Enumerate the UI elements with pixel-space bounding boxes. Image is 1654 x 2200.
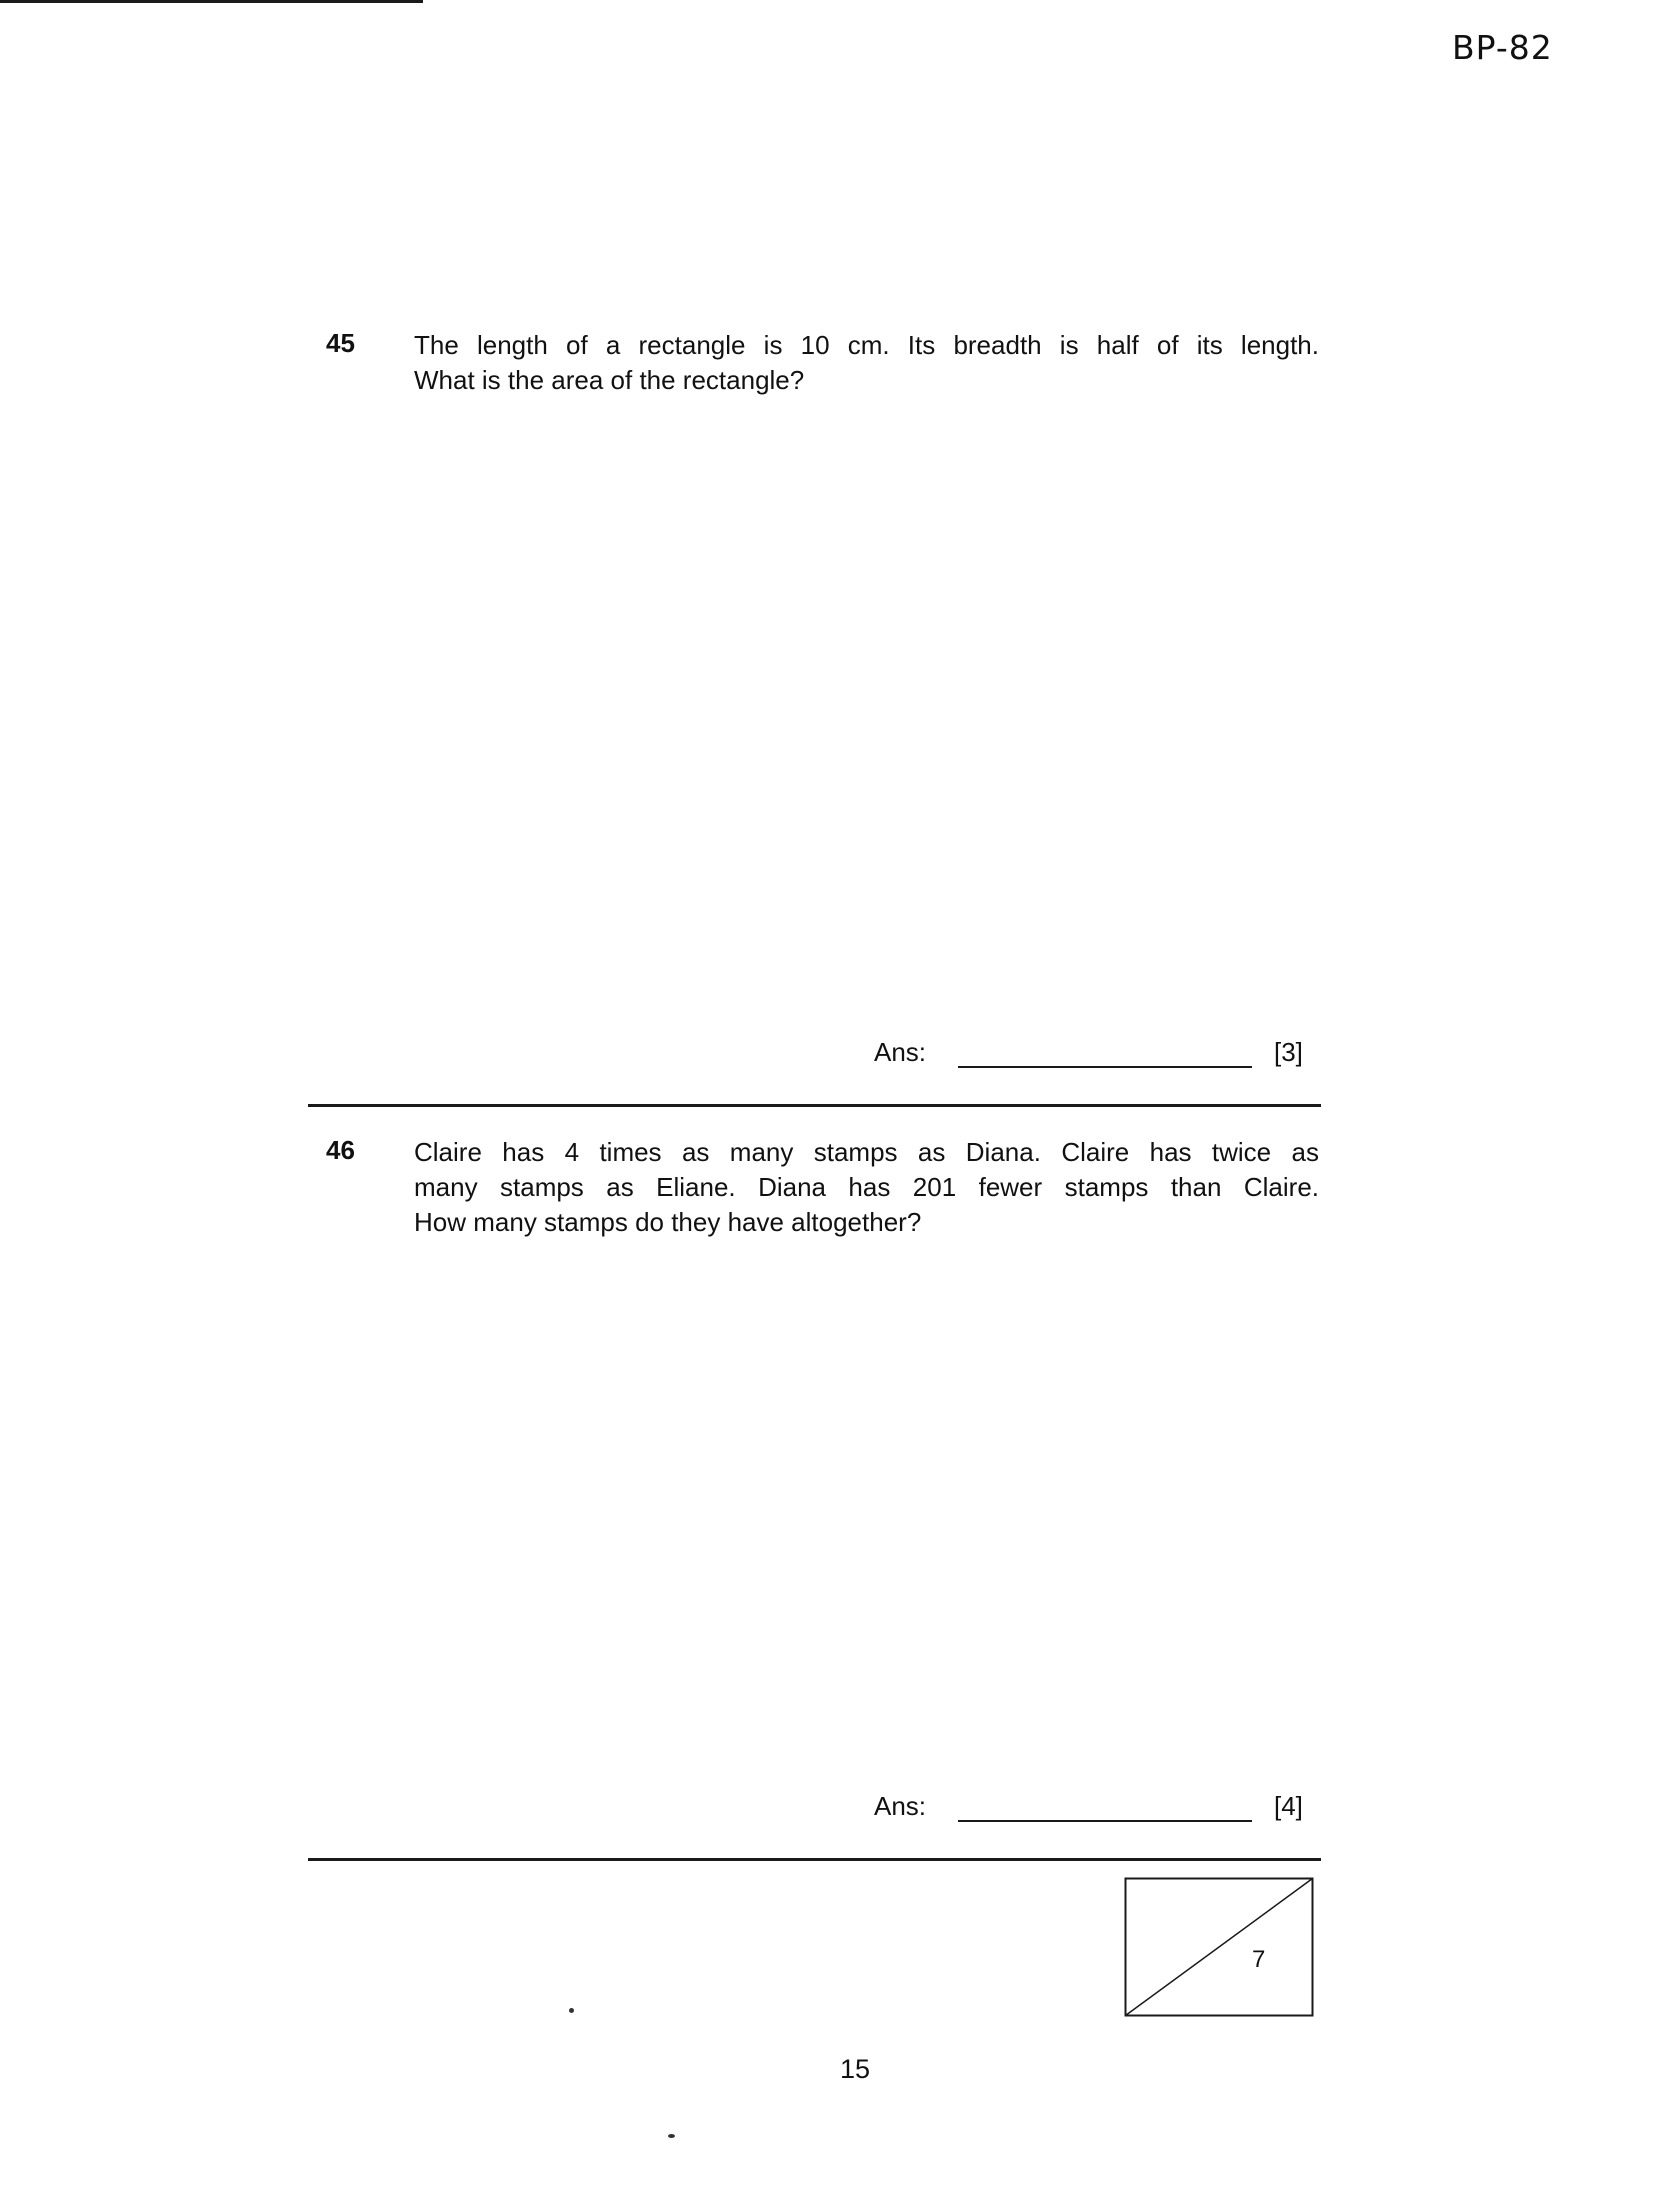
page-code: BP-82 xyxy=(1452,28,1553,67)
question-46-answer-label: Ans: xyxy=(874,1791,927,1821)
question-45-marks: [3] xyxy=(1274,1037,1303,1067)
scan-speck xyxy=(569,2008,574,2013)
question-46-text xyxy=(414,1135,1319,1240)
question-46-line-1: Claire has 4 times as many stamps as Diana. Claire has twice as xyxy=(414,1137,1319,1167)
score-box-value: 7 xyxy=(1252,1946,1266,1973)
question-46-number: 46 xyxy=(326,1135,355,1165)
question-45-answer-blank[interactable] xyxy=(958,1066,1252,1068)
section-divider-1 xyxy=(308,1104,1321,1107)
top-edge-rule xyxy=(0,0,423,3)
question-45-text xyxy=(414,328,1319,398)
question-45-number: 45 xyxy=(326,328,355,358)
score-box-diagonal xyxy=(1126,1879,1313,2016)
question-46-answer-blank[interactable] xyxy=(958,1820,1252,1822)
page-number: 15 xyxy=(840,2054,871,2084)
question-46-line-2: many stamps as Eliane. Diana has 201 fewer stamps than Claire. xyxy=(414,1172,1319,1202)
question-45-line-2: What is the area of the rectangle? xyxy=(414,365,805,395)
section-divider-2 xyxy=(308,1858,1321,1861)
question-45-answer-row xyxy=(870,1037,1310,1077)
question-45-answer-label: Ans: xyxy=(874,1037,927,1067)
question-46-answer-row xyxy=(870,1791,1310,1831)
question-46-marks: [4] xyxy=(1274,1791,1303,1821)
scan-speck xyxy=(668,2134,675,2138)
question-46-line-3: How many stamps do they have altogether? xyxy=(414,1207,922,1237)
score-box xyxy=(1124,1877,1314,2017)
question-45-line-1: The length of a rectangle is 10 cm. Its breadth is half of its length. xyxy=(414,330,1319,360)
